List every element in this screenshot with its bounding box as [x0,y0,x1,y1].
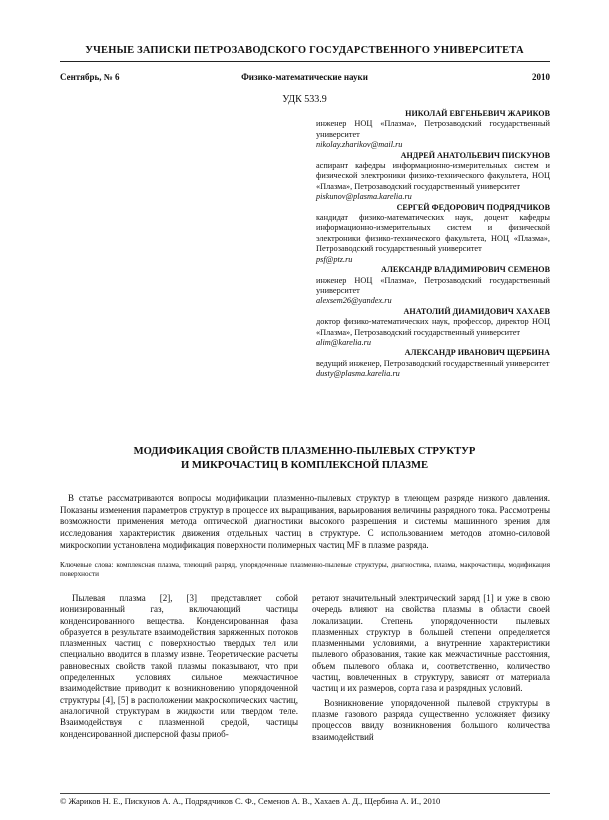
author-email: dusty@plasma.karelia.ru [316,369,400,379]
title-line: МОДИФИКАЦИЯ СВОЙСТВ ПЛАЗМЕННО-ПЫЛЕВЫХ СТРУКТУР [133,446,476,457]
author-position: ведущий инженер, Петрозаводский государственный университет [316,358,550,368]
author-email: alexsem26@yandex.ru [316,296,392,306]
author-block [316,203,550,265]
keywords: Ключевые слова: комплексная плазма, тлеющий разряд, упорядоченные плазменно-пылевые структуры, диагностика, плазма, макрочастицы, модификация поверхности [60,561,550,579]
author-email: piskunov@plasma.karelia.ru [316,192,412,202]
author-name: АНДРЕЙ АНАТОЛЬЕВИЧ ПИСКУНОВ [400,150,550,160]
author-block [316,109,550,151]
copyright-footer: © Жариков Н. Е., Пискунов А. А., Подрядчиков С. Ф., Семенов А. В., Хахаев А. Д., Щербина А. И., 2010 [60,796,441,806]
journal-title: УЧЕНЫЕ ЗАПИСКИ ПЕТРОЗАВОДСКОГО ГОСУДАРСТВЕННОГО УНИВЕРСИТЕТА [85,45,524,56]
issue-label: Сентябрь, № 6 [60,72,120,82]
body-column-left [60,593,298,740]
author-name: СЕРГЕЙ ФЕДОРОВИЧ ПОДРЯДЧИКОВ [396,202,550,212]
author-name: НИКОЛАЙ ЕВГЕНЬЕВИЧ ЖАРИКОВ [405,109,550,118]
article-title [0,445,609,473]
year-label: 2010 [532,72,550,82]
author-block [316,307,550,349]
author-position: кандидат физико-математических наук, доцент кафедры информационно-измерительных систем и физической электроники физико-технического факультета, НОЦ «Плазма», Петрозаводский государственный университет [316,213,550,254]
body-column-right [312,593,550,743]
author-email: psf@ptz.ru [316,254,353,264]
body-paragraph: Пылевая плазма [2], [3] представляет собой ионизированный газ, включающий частицы конденсированного вещества. Конденсированная фаза образуется в результате взаимодействия заряженных потоков плазменных частиц с поверхностью твердых тел или специально вводится в плазму извне. Теоретические расчеты равновесных свойств такой плазмы показывают, что при определенных условиях сильное межчастичное взаимодействие приводит к возникновению упорядоченной структуры [4], [5] в расположении макроскопических частиц, аналогичной структурам в жидкости или твердом теле. Взаимодействуя с плазменной средой, частицы конденсированной дисперсной фазы приоб- [60,593,298,739]
header-rule [60,61,550,62]
author-email: alim@karelia.ru [316,337,372,347]
abstract: В статье рассматриваются вопросы модификации плазменно-пылевых структур в тлеющем разряде низкого давления. Показаны изменения параметров структур в процессе их выращивания, варьирования величины разрядного тока. Рассмотрены возможности применения метода оптической диагностики высокого разрешения и системы машинного зрения для исследования характеристик движения отдельных частиц в структуре. С использованием методов атомно-силовой микроскопии установлена модификация поверхности полимерных частиц MF в плазме разряда. [60,493,550,550]
author-block [316,265,550,307]
author-position: инженер НОЦ «Плазма», Петрозаводский государственный университет [316,119,550,139]
footer-rule [60,793,550,794]
author-name: АЛЕКСАНДР ИВАНОВИЧ ЩЕРБИНА [404,348,550,358]
section-label: Физико-математические науки [241,72,368,82]
author-position: инженер НОЦ «Плазма», Петрозаводский государственный университет [316,275,550,295]
author-name: АНАТОЛИЙ ДИАМИДОВИЧ ХАХАЕВ [403,306,550,316]
body-paragraph: ретают значительный электрический заряд [1] и уже в свою очередь влияют на свойства плазмы в области своей локализации. Степень упорядоченности пылевых плазменных структур в большей степени определяется плазменными условиями, а внутренние характеристики пылевого образования, такие как межчастичные расстояния, объем пылевого облака и, соответственно, количество частиц, вовлеченных в структуру, зависят от материала частиц и их размеров, сорта газа и разрядных условий. [312,593,550,694]
author-name: АЛЕКСАНДР ВЛАДИМИРОВИЧ СЕМЕНОВ [381,265,550,275]
body-paragraph: Возникновение упорядоченной пылевой структуры в плазме газового разряда существенно усложняет физику процессов ввиду возникновения большого количества взаимодействий [312,697,550,742]
udk-code: УДК 533.9 [282,94,327,105]
author-list [316,109,550,380]
author-position: аспирант кафедры информационно-измерительных систем и физической электроники физико-технического факультета, НОЦ «Плазма», Петрозаводский государственный университет [316,161,550,191]
author-block [316,348,550,379]
author-position: доктор физико-математических наук, профессор, директор НОЦ «Плазма», Петрозаводский государственный университет [316,317,550,337]
author-block [316,151,550,203]
title-line: И МИКРОЧАСТИЦ В КОМПЛЕКСНОЙ ПЛАЗМЕ [180,460,429,471]
author-email: nikolay.zharikov@mail.ru [316,140,403,150]
